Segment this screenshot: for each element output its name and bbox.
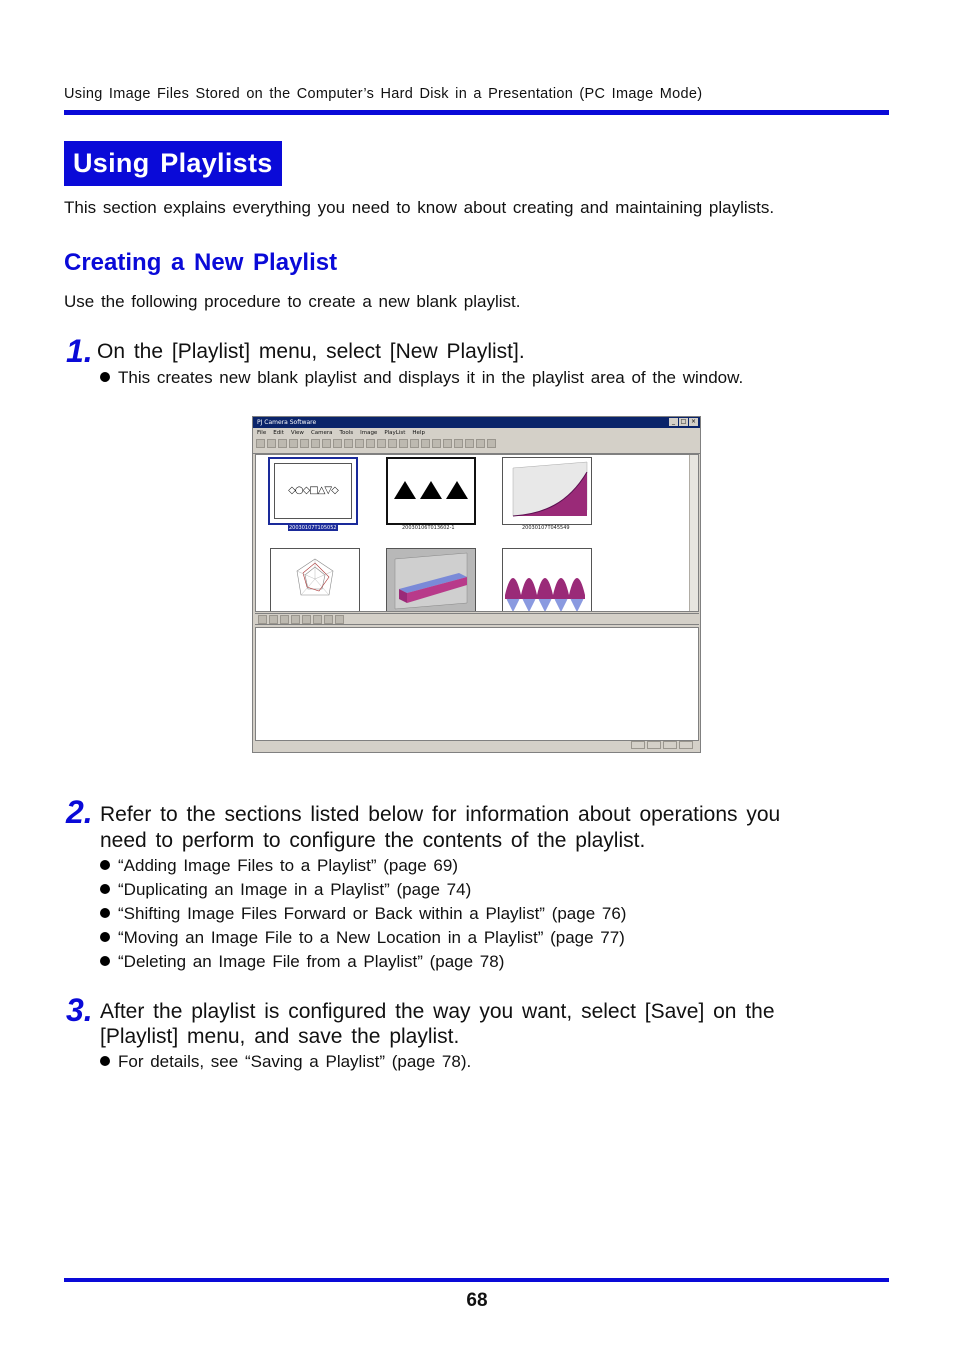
- list-item: “Moving an Image File to a New Location in a Playlist” (page 77): [100, 926, 626, 950]
- toolbar-button[interactable]: [344, 439, 353, 448]
- section-title: Using Playlists: [64, 141, 282, 186]
- menu-edit[interactable]: Edit: [273, 430, 284, 436]
- window-title: PJ Camera Software: [257, 419, 317, 426]
- radar-chart-image: [271, 549, 359, 612]
- status-panel: [647, 741, 661, 749]
- status-panel: [679, 741, 693, 749]
- toolbar-button[interactable]: [278, 439, 287, 448]
- toolbar-button[interactable]: [258, 615, 267, 624]
- step-1-number: 1.: [66, 333, 93, 369]
- thumbnail-radar-chart[interactable]: [270, 548, 360, 612]
- toolbar-button[interactable]: [366, 439, 375, 448]
- menu-camera[interactable]: Camera: [310, 430, 333, 436]
- thumbnail-triangles[interactable]: [386, 457, 476, 525]
- list-item: For details, see “Saving a Playlist” (page 78).: [100, 1050, 471, 1074]
- maximize-icon[interactable]: □: [680, 418, 687, 425]
- toolbar-button[interactable]: [280, 615, 289, 624]
- thumbnail-caption: 20030107T045549: [522, 525, 570, 531]
- toolbar-button[interactable]: [333, 439, 342, 448]
- menu-tools[interactable]: Tools: [339, 430, 354, 436]
- list-item: “Duplicating an Image in a Playlist” (page 74): [100, 878, 626, 902]
- toolbar-button[interactable]: [432, 439, 441, 448]
- step-2-text-line2: need to perform to configure the contents of the playlist.: [100, 829, 646, 852]
- toolbar-button[interactable]: [355, 439, 364, 448]
- header-rule: [64, 110, 889, 115]
- thumbnail-cone-chart[interactable]: [502, 548, 592, 612]
- menu-view[interactable]: View: [290, 430, 304, 436]
- toolbar-button[interactable]: [291, 615, 300, 624]
- thumbnail-caption: 20030106T013602-1: [402, 525, 455, 531]
- step-1-bullets: [100, 366, 743, 390]
- list-item: “Deleting an Image File from a Playlist” (page 78): [100, 950, 626, 974]
- step-2-number: 2.: [66, 794, 93, 830]
- running-header: Using Image Files Stored on the Computer’s Hard Disk in a Presentation (PC Image Mode): [64, 86, 703, 102]
- bullet-dot: [100, 932, 110, 942]
- toolbar-button[interactable]: [421, 439, 430, 448]
- list-item: This creates new blank playlist and displays it in the playlist area of the window.: [100, 366, 743, 390]
- toolbar-button[interactable]: [476, 439, 485, 448]
- toolbar-button[interactable]: [487, 439, 496, 448]
- status-panel: [663, 741, 677, 749]
- playlist-area[interactable]: [255, 627, 699, 741]
- toolbar-button[interactable]: [313, 615, 322, 624]
- bullet-dot: [100, 372, 110, 382]
- menu-image[interactable]: Image: [360, 430, 378, 436]
- minimize-icon[interactable]: _: [669, 418, 678, 426]
- bullet-dot: [100, 908, 110, 918]
- bar-3d-image: [387, 549, 475, 612]
- toolbar-button[interactable]: [443, 439, 452, 448]
- thumbnail-3d-bar-chart[interactable]: [386, 548, 476, 612]
- toolbar-button[interactable]: [256, 439, 265, 448]
- toolbar-button[interactable]: [289, 439, 298, 448]
- subsection-intro: Use the following procedure to create a new blank playlist.: [64, 292, 521, 311]
- thumbnail-scrollbar[interactable]: [689, 455, 698, 611]
- image-thumbnail-area[interactable]: [255, 454, 699, 612]
- step-2-bullets: [100, 854, 626, 974]
- subsection-title: Creating a New Playlist: [64, 249, 338, 276]
- status-bar: [255, 741, 699, 751]
- footer-rule: [64, 1278, 889, 1282]
- page-number: 68: [466, 1290, 488, 1311]
- section-intro: This section explains everything you need to know about creating and maintaining playlists.: [64, 198, 775, 217]
- step-3-bullets: [100, 1050, 471, 1074]
- bullet-dot: [100, 956, 110, 966]
- toolbar-button[interactable]: [302, 615, 311, 624]
- bullet-dot: [100, 1056, 110, 1066]
- step-1-text: On the [Playlist] menu, select [New Playlist].: [97, 340, 525, 363]
- area-chart-image: [503, 458, 591, 524]
- toolbar-button[interactable]: [324, 615, 333, 624]
- toolbar-button[interactable]: [300, 439, 309, 448]
- toolbar-button[interactable]: [465, 439, 474, 448]
- menu-playlist[interactable]: PlayList: [384, 430, 406, 436]
- toolbar-button[interactable]: [311, 439, 320, 448]
- toolbar-button[interactable]: [322, 439, 331, 448]
- toolbar-button[interactable]: [267, 439, 276, 448]
- bullet-dot: [100, 884, 110, 894]
- list-item: “Adding Image Files to a Playlist” (page 69): [100, 854, 626, 878]
- step-3-text-line2: [Playlist] menu, and save the playlist.: [100, 1025, 460, 1048]
- toolbar-button[interactable]: [335, 615, 344, 624]
- list-item: “Shifting Image Files Forward or Back within a Playlist” (page 76): [100, 902, 626, 926]
- app-window-screenshot: [252, 416, 701, 753]
- status-panel: [631, 741, 645, 749]
- main-toolbar: [253, 438, 700, 454]
- triangles-image: [388, 459, 474, 523]
- thumbnail-area-chart[interactable]: [502, 457, 592, 525]
- bullet-dot: [100, 860, 110, 870]
- menu-help[interactable]: Help: [412, 430, 425, 436]
- toolbar-button[interactable]: [399, 439, 408, 448]
- step-3-number: 3.: [66, 992, 93, 1028]
- toolbar-button[interactable]: [388, 439, 397, 448]
- playlist-toolbar: [255, 613, 699, 625]
- shapes-glyphs: ◇○◇□△▽◇: [288, 485, 338, 496]
- cone-chart-image: [503, 549, 591, 612]
- toolbar-button[interactable]: [377, 439, 386, 448]
- toolbar-button[interactable]: [410, 439, 419, 448]
- toolbar-button[interactable]: [269, 615, 278, 624]
- step-2-text-line1: Refer to the sections listed below for information about operations you: [100, 803, 781, 826]
- window-controls: [669, 418, 698, 426]
- thumbnail-shapes[interactable]: [268, 457, 358, 525]
- menu-file[interactable]: File: [257, 430, 267, 436]
- window-title-bar: [253, 417, 700, 428]
- menu-bar: [253, 428, 700, 438]
- thumbnail-caption: 20030107T105052: [289, 525, 337, 531]
- toolbar-button[interactable]: [454, 439, 463, 448]
- step-3-text-line1: After the playlist is configured the way you want, select [Save] on the: [100, 1000, 775, 1023]
- close-icon[interactable]: ×: [690, 418, 697, 425]
